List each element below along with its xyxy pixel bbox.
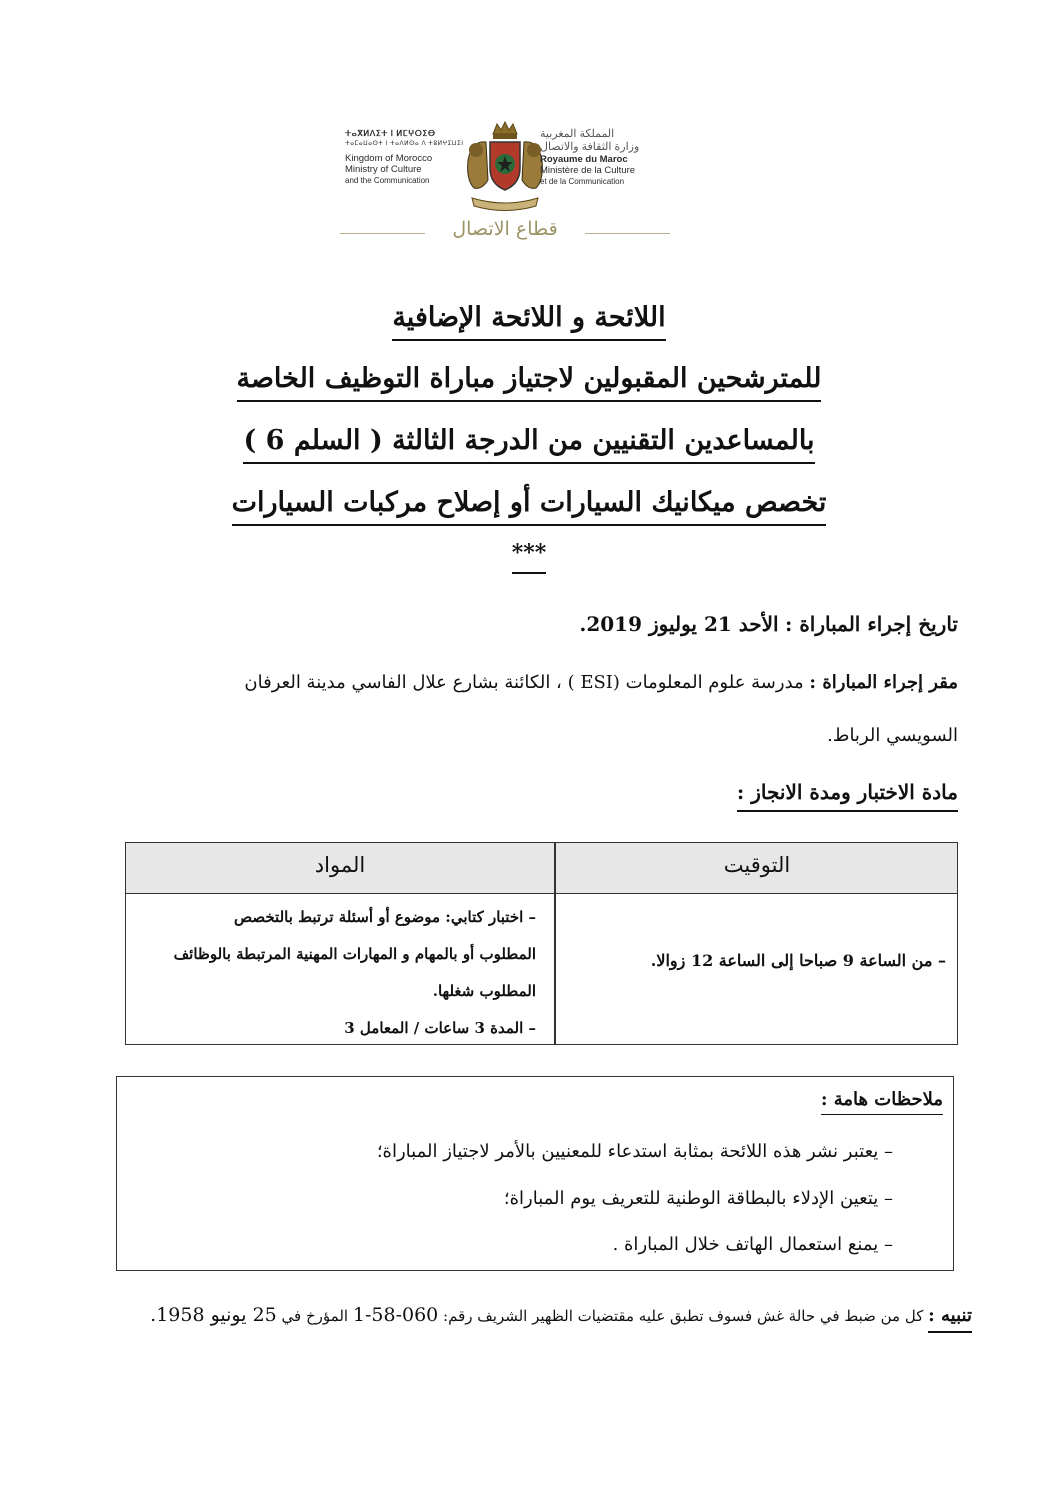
- tifinagh-line-2: ⵜⴰⵎⴰⵡⴰⵙⵜ ⵏ ⵜⴰⴷⵍⵙⴰ ⴷ ⵜⵓⵍⵖⵉⵡⵉⵏ: [345, 141, 464, 147]
- en-communication: and the Communication: [345, 176, 430, 185]
- warning-text: كل من ضبط في حالة غش فسوف تطبق عليه مقتضيات الظهير الشريف رقم:: [443, 1307, 924, 1325]
- fr-communication: et de la Communication: [540, 177, 625, 186]
- title-line-4: تخصص ميكانيك السيارات أو إصلاح مركبات السيارات: [0, 487, 1058, 526]
- exam-schedule-table: [125, 842, 958, 1045]
- decree-date: 25 يونيو 1958.: [150, 1304, 277, 1326]
- exam-date: [98, 612, 958, 636]
- title-line-3: بالمساعدين التقنيين من الدرجة الثالثة ( السلم 6 ): [0, 425, 1058, 464]
- ar-kingdom: المملكة المغربية: [540, 128, 615, 140]
- divider: [585, 233, 670, 234]
- ar-ministry: وزارة الثقافة والاتصال: [540, 141, 640, 153]
- exam-venue-label: مقر إجراء المباراة :: [809, 672, 958, 693]
- exam-venue: [98, 672, 958, 693]
- divider: [340, 233, 425, 234]
- en-ministry: Ministry of Culture: [345, 164, 422, 175]
- fr-ministry: Ministère de la Culture: [540, 165, 636, 176]
- materials-cell: [156, 899, 536, 1047]
- table-header-row: [126, 843, 957, 894]
- fr-kingdom: Royaume du Maroc: [540, 154, 628, 165]
- materials-line: – اختبار كتابي: موضوع أو أسئلة ترتبط بالتخصص: [233, 908, 536, 926]
- letterhead-left: [345, 128, 465, 186]
- exam-date-value: الأحد 21 يوليوز 2019.: [579, 612, 779, 636]
- header-materials: المواد: [314, 853, 366, 877]
- column-divider: [554, 843, 556, 1044]
- coat-of-arms-icon: [460, 120, 550, 215]
- materials-line: المطلوب شغلها.: [432, 982, 536, 1000]
- exam-venue-value: مدرسة علوم المعلومات (ESI ) ، الكائنة بشارع علال الفاسي مدينة العرفان: [244, 672, 804, 693]
- sector-banner: [340, 218, 670, 248]
- sector-name: قطاع الاتصال: [452, 218, 558, 240]
- header-timing: التوقيت: [723, 853, 791, 877]
- title-line-2: للمترشحين المقبولين لاجتياز مباراة التوظيف الخاصة: [0, 363, 1058, 402]
- materials-line: المطلوب أو بالمهام و المهارات المهنية المرتبطة بالوظائف: [173, 945, 536, 963]
- letterhead: [330, 120, 680, 255]
- warning-dated: المؤرخ في: [281, 1307, 349, 1325]
- tifinagh-line-1: ⵜⴰⴳⵍⴷⵉⵜ ⵏ ⵍⵎⵖⵔⵉⴱ: [345, 129, 436, 138]
- warning-line: [72, 1304, 972, 1326]
- letterhead-right: [540, 128, 665, 187]
- exam-venue-continued: السويسي الرباط.: [827, 725, 958, 746]
- en-kingdom: Kingdom of Morocco: [345, 153, 433, 164]
- subject-heading: مادة الاختبار ومدة الانجاز :: [98, 780, 958, 804]
- timing-cell: – من الساعة 9 صباحا إلى الساعة 12 زوالا.: [650, 951, 946, 970]
- note-item: – يعتبر نشر هذه اللائحة بمثابة استدعاء للمعنيين بالأمر لاجتياز المباراة؛: [376, 1141, 893, 1162]
- exam-date-label: تاريخ إجراء المباراة :: [784, 612, 958, 636]
- notes-title: ملاحظات هامة :: [821, 1089, 943, 1110]
- warning-label: تنبيه :: [928, 1305, 972, 1333]
- title-line-1: اللائحة و اللائحة الإضافية: [0, 302, 1058, 341]
- decree-number: 060-58-1: [352, 1304, 439, 1326]
- note-item: – يمنع استعمال الهاتف خلال المباراة .: [612, 1234, 893, 1255]
- separator-stars: ***: [0, 540, 1058, 574]
- materials-duration: – المدة 3 ساعات / المعامل 3: [344, 1019, 536, 1037]
- note-item: – يتعين الإدلاء بالبطاقة الوطنية للتعريف يوم المباراة؛: [503, 1188, 893, 1209]
- important-notes-box: [116, 1076, 954, 1271]
